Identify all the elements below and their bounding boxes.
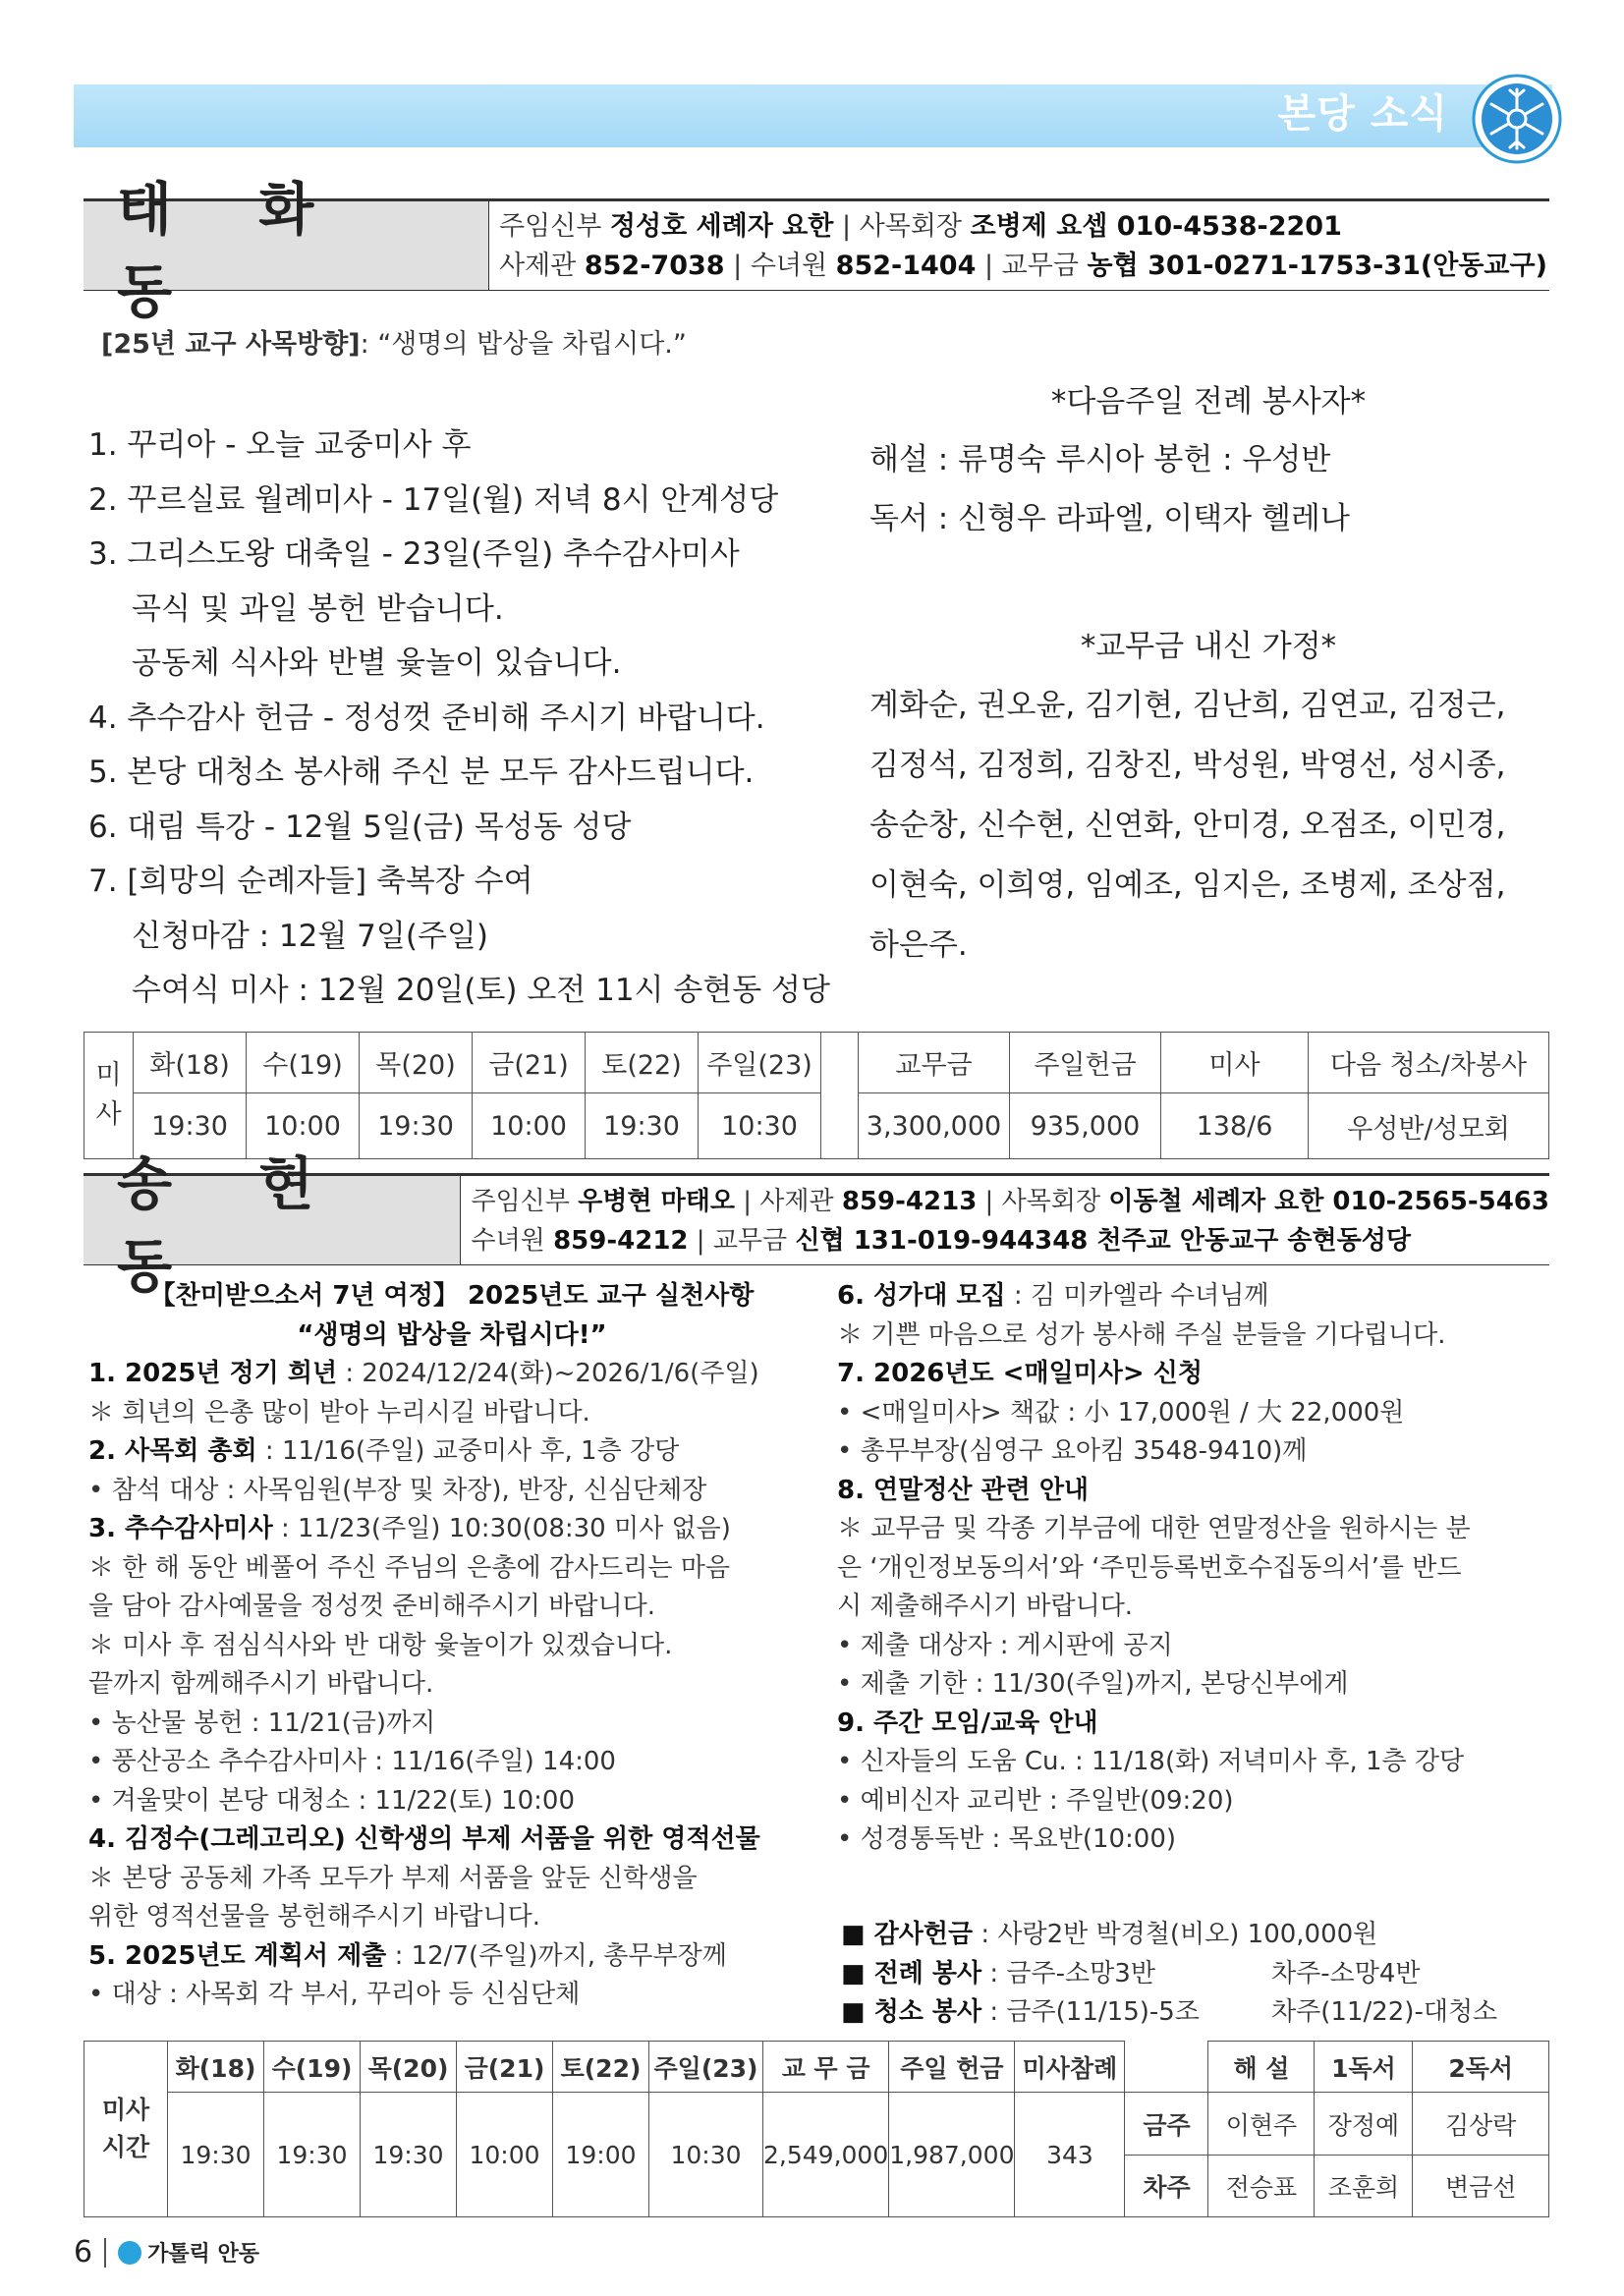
list-item: 1. 2025년 정기 희년 : 2024/12/24(화)~2026/1/6(주일) [88,1359,759,1388]
list-item: 을 담아 감사예물을 정성껏 준비해주시기 바랍니다. [88,1592,656,1621]
list-item: • 성경통독반 : 목요반(10:00) [837,1824,1177,1854]
list-item: 2. 꾸르실료 월례미사 - 17일(월) 저녁 8시 안계성당 [88,481,779,518]
donors-title: *교무금 내신 가정* [1080,629,1337,664]
list-item: ＊ 한 해 동안 베풀어 주신 주님의 은총에 감사드리는 마음 [88,1552,730,1583]
list-item: ＊ 희년의 은총 많이 받아 누리시길 바랍니다. [88,1397,590,1428]
list-item: 수여식 미사 : 12월 20일(토) 오전 11시 송현동 성당 [132,973,830,1008]
list-item: 7. [희망의 순례자들] 축복장 수여 [88,864,533,899]
list-item: • 제출 대상자 : 게시판에 공지 [837,1630,1173,1660]
list-item: 신청마감 : 12월 7일(주일) [132,918,488,954]
list-item: ＊ 기쁜 마음으로 성가 봉사해 주실 분들을 기다립니다. [837,1319,1446,1350]
list-item: 끝까지 함께해주시기 바랍니다. [88,1669,434,1699]
list-item: 공동체 식사와 반별 윷놀이 있습니다. [132,645,622,681]
mass-table-songhyeon: 미사 시간 화(18) 수(19) 목(20) 금(21) 토(22) 주일(23) 교 무 금 주일 헌금 미사참례 해 설 1독서 2독서 19:30 19:30 19:30 10:00 19:00 10:30 2,549,000 1,987,000 343 금주 이현주 장정예 김상락 차주 전승표 조훈희 변금선 [84,2041,1549,2217]
list-item: ■ 청소 봉사 : 금주(11/15)-5조 차주(11/22)-대청소 [841,1997,1498,2027]
list-item: 8. 연말정산 관련 안내 [837,1475,1090,1505]
list-item: 3. 추수감사미사 : 11/23(주일) 10:30(08:30 미사 없음) [88,1514,731,1543]
list-item: 은 ‘개인정보동의서’와 ‘주민등록번호수집동의서’를 반드 [837,1552,1462,1583]
list-item: 6. 대림 특강 - 12월 5일(금) 목성동 성당 [88,809,632,845]
list-item: ■ 전례 봉사 : 금주-소망3반 차주-소망4반 [841,1958,1421,1988]
list-item: 5. 본당 대청소 봉사해 주신 분 모두 감사드립니다. [88,755,755,790]
list-item: • 참석 대상 : 사목임원(부장 및 차장), 반장, 신심단체장 [88,1475,707,1505]
list-item: 곡식 및 과일 봉헌 받습니다. [132,590,504,627]
list-item: 1. 꾸리아 - 오늘 교중미사 후 [88,427,472,463]
list-item: 5. 2025년도 계획서 제출 : 12/7(주일)까지, 총무부장께 [88,1940,727,1971]
section-banner [74,84,1552,147]
songhyeon-bullets [841,1916,1558,2033]
list-item: 시 제출해주시기 바랍니다. [837,1592,1134,1621]
list-item: 3. 그리스도왕 대축일 - 23일(주일) 추수감사미사 [88,536,740,572]
list-item: • 농산물 봉헌 : 11/21(금)까지 [88,1708,436,1738]
list-item: • 풍산공소 추수감사미사 : 11/16(주일) 14:00 [88,1747,616,1776]
list-item: • <매일미사> 책값 : 小 17,000원 / 大 22,000원 [837,1397,1405,1428]
list-item: • 대상 : 사목회 각 부서, 꾸리아 등 신심단체 [88,1980,581,2009]
songhyeon-right-column [837,1277,1554,1860]
mass-table-taehwa: 미 사 화(18) 수(19) 목(20) 금(21) 토(22) 주일(23) 교무금 주일헌금 미사 다음 청소/차봉사 19:30 10:00 19:30 10:00 19:30 10:30 3,300,000 935,000 138/6 우성반/성모회 [84,1032,1549,1159]
snowflake-icon [1471,73,1563,165]
list-item: ＊ 미사 후 점심식사와 반 대항 윷놀이가 있겠습니다. [88,1630,673,1660]
magazine-logo-icon [118,2241,141,2265]
list-item: ■ 감사헌금 : 사랑2반 박경철(비오) 100,000원 [841,1920,1378,1949]
parish-name: 태 화 동 [84,201,489,290]
list-item: 6. 성가대 모집 : 김 미카엘라 수녀님께 [837,1281,1269,1311]
magazine-name: 가톨릭 안동 [147,2242,260,2267]
motto: [25년 교구 사목방향]: “생명의 밥상을 차립시다.” [101,329,687,360]
list-item: ＊ 교무금 및 각종 기부금에 대한 연말정산을 원하시는 분 [837,1514,1471,1543]
page-footer [74,2235,259,2269]
list-item: 4. 추수감사 헌금 - 정성껏 준비해 주시기 바랍니다. [88,700,765,736]
page-number: 6 [74,2235,93,2269]
list-item: 2. 사목회 총회 : 11/16(주일) 교중미사 후, 1층 강당 [88,1436,680,1466]
list-item: • 제출 기한 : 11/30(주일)까지, 본당신부에게 [837,1669,1349,1699]
parish-header-taehwa [84,176,1549,325]
songhyeon-left-column [88,1277,815,2015]
list-item: 9. 주간 모임/교육 안내 [837,1708,1098,1738]
list-item: 【찬미받으소서 7년 여정】 2025년도 교구 실천사항 [149,1281,755,1311]
parish-info: 주임신부 정성호 세례자 요한 | 사목회장 조병제 요셉 010-4538-2201 사제관 852-7038 | 수녀원 852-1404 | 교무금 농협 301-0271-1753-31(안동교구) [499,211,1547,281]
list-item: • 겨울맞이 본당 대청소 : 11/22(토) 10:00 [88,1785,575,1816]
list-item: • 총무부장(심영구 요아킴 3548-9410)께 [837,1436,1308,1466]
banner-title: 본당 소식 [1277,91,1448,137]
donor-block: *교무금 내신 가정* 계화순, 권오윤, 김기현, 김난희, 김연교, 김정근, 김정석, 김정희, 김창진, 박성원, 박영선, 성시종, 송순창, 신수현, 신연화, 안미경, 오점조, 이민경, 이현숙, 이희영, 임예조, 임지은, 조병제, 조상점, 하은주. [869,617,1547,976]
list-item: • 신자들의 도움 Cu. : 11/18(화) 저녁미사 후, 1층 강당 [837,1747,1465,1776]
liturgy-title: *다음주일 전례 봉사자* [1050,384,1367,420]
list-item: ＊ 본당 공동체 가족 모두가 부제 서품을 앞둔 신학생을 [88,1863,698,1893]
list-item: • 예비신자 교리반 : 주일반(09:20) [837,1785,1234,1816]
list-item: 7. 2026년도 <매일미사> 신청 [837,1359,1203,1388]
parish-info: 주임신부 우병현 마태오 | 사제관 859-4213 | 사목회장 이동철 세례자 요한 010-2565-5463 수녀원 859-4212 | 교무금 신협 131-019-944348 천주교 안동교구 송현동성당 [471,1187,1549,1256]
list-item: 4. 김정수(그레고리오) 신학생의 부제 서품을 위한 영적선물 [88,1824,760,1854]
liturgy-block: *다음주일 전례 봉사자* 해설 : 류명숙 루시아 봉헌 : 우성반 독서 : 신형우 라파엘, 이택자 헬레나 [869,375,1547,548]
parish-name: 송 현 동 [84,1176,461,1264]
list-item: 위한 영적선물을 봉헌해주시기 바랍니다. [88,1902,541,1932]
notice-list [88,419,830,1019]
list-item: “생명의 밥상을 차립시다!” [297,1319,607,1350]
